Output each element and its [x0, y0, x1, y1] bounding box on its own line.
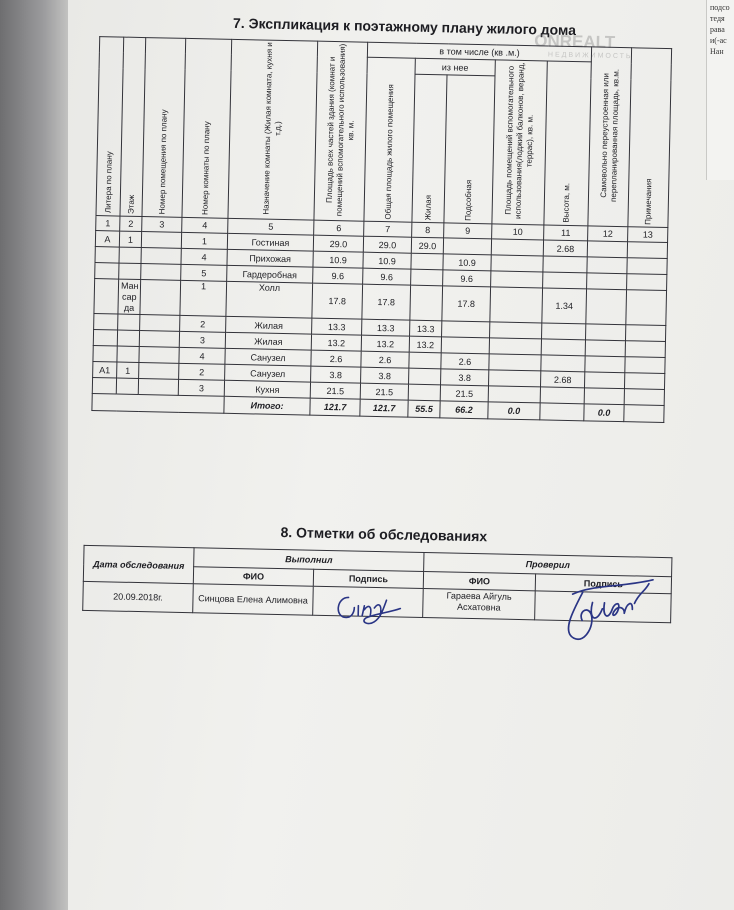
cell-floor	[119, 247, 141, 263]
cell-liter: А	[95, 231, 119, 247]
cell-unauth	[587, 241, 627, 258]
cell-unauth	[584, 388, 624, 405]
total-label: Итого:	[224, 396, 310, 415]
cell-room-no	[139, 362, 179, 379]
total-unauth: 0.0	[584, 404, 624, 422]
cell-room-no	[141, 232, 181, 249]
total-blank	[92, 394, 224, 414]
header-notes: Примечания	[628, 48, 672, 228]
col-num: 13	[628, 227, 668, 243]
cell-room-plan-no: 3	[178, 379, 224, 396]
cell-aux	[442, 321, 490, 338]
section-8-title: 8. Отметки об обследованиях	[280, 524, 488, 545]
cell-total: 13.3	[362, 319, 410, 336]
total-aux-premises: 0.0	[488, 402, 540, 420]
header-performed: Выполнил	[194, 548, 424, 572]
cell-height	[542, 323, 586, 340]
cell-room-name: Жилая	[226, 316, 312, 334]
header-room-plan-no: Номер комнаты по плану	[182, 38, 232, 218]
cell-total: 13.2	[361, 335, 409, 352]
cell-liter	[92, 378, 116, 394]
cell-room-no	[139, 331, 179, 348]
cell-aux: 3.8	[441, 369, 489, 386]
header-room-no: Номер помещения по плану	[142, 38, 186, 218]
cell-liter	[94, 314, 118, 330]
cell-aux	[441, 337, 489, 354]
cell-floor: 1	[119, 231, 141, 247]
cell-total: 2.6	[361, 351, 409, 368]
cell-unauth	[586, 324, 626, 341]
cell-room-name: Гардеробная	[227, 265, 313, 283]
header-floor: Этаж	[120, 37, 146, 216]
cell-room-plan-no: 5	[181, 264, 227, 281]
cell-unauth	[585, 340, 625, 357]
cell-area: 3.8	[311, 366, 361, 383]
binder-shadow	[0, 0, 72, 910]
cell-aux-premises	[489, 354, 541, 371]
cell-room-no	[139, 347, 179, 364]
col-num: 9	[444, 223, 492, 239]
cell-room-plan-no: 1	[180, 280, 227, 316]
header-liter: Литера по плану	[96, 37, 124, 216]
cell-room-no	[140, 315, 180, 332]
header-signature-performer: Подпись	[313, 569, 423, 588]
cell-living	[411, 253, 443, 270]
cell-unauth	[585, 372, 625, 389]
cell-liter	[93, 346, 117, 362]
cell-height	[543, 272, 587, 289]
cell-room-name: Санузел	[225, 348, 311, 366]
cell-notes	[625, 341, 665, 358]
cell-room-name: Прихожая	[227, 249, 313, 267]
cell-floor: Ман сар да	[118, 279, 141, 314]
col-num: 1	[96, 216, 120, 231]
cell-area: 13.3	[312, 318, 362, 335]
header-fio-performer: ФИО	[193, 567, 313, 587]
checker-name: Гараева Айгуль Асхатовна	[423, 589, 536, 620]
cell-aux-premises	[490, 322, 542, 339]
header-checked: Проверил	[424, 553, 672, 577]
header-height: Высота, м.	[544, 61, 591, 226]
cell-living: 13.2	[409, 336, 441, 353]
cell-height	[541, 339, 585, 356]
cell-liter	[95, 263, 119, 279]
cell-floor: 1	[117, 362, 139, 378]
cell-room-no	[138, 378, 178, 395]
cell-area: 9.6	[313, 267, 363, 284]
cell-aux-premises	[488, 386, 540, 403]
cell-floor	[118, 314, 140, 330]
cell-total: 17.8	[362, 284, 411, 320]
cell-notes	[627, 258, 667, 275]
cell-living	[408, 384, 440, 401]
header-aux-premises: Площадь помещений вспомогательного использования(лоджий балконов, веранд, террас), кв. м.	[492, 60, 547, 225]
section-7-title: 7. Экспликация к поэтажному плану жилого дома	[232, 14, 577, 39]
cell-area: 21.5	[310, 382, 360, 399]
cell-room-plan-no: 2	[179, 363, 225, 380]
cell-aux: 9.6	[443, 270, 491, 287]
cell-notes	[626, 290, 667, 326]
cell-floor	[117, 346, 139, 362]
cell-floor	[117, 330, 139, 346]
cell-height	[540, 387, 584, 404]
cell-room-plan-no: 4	[179, 347, 225, 364]
header-fio-checker: ФИО	[423, 572, 535, 591]
cell-aux: 17.8	[442, 286, 491, 322]
cell-room-plan-no: 4	[181, 248, 227, 265]
performer-name: Синцова Елена Алимовна	[193, 584, 314, 616]
cell-room-no	[141, 248, 181, 265]
header-date: Дата обследования	[83, 545, 194, 583]
col-num: 6	[314, 220, 364, 236]
header-area-total: Общая площадь жилого помещения	[364, 57, 415, 222]
col-num: 2	[120, 216, 142, 231]
cell-area: 13.2	[311, 334, 361, 351]
cell-living	[409, 368, 441, 385]
header-room-name: Назначение комнаты (Жилая комната, кухня и т.д.)	[228, 39, 318, 220]
col-num: 4	[182, 217, 228, 233]
cell-liter	[93, 330, 117, 346]
cell-aux-premises	[491, 239, 543, 256]
col-num: 3	[142, 217, 182, 233]
cell-height: 2.68	[540, 371, 584, 388]
total-aux: 66.2	[440, 401, 488, 419]
cell-area: 29.0	[313, 235, 363, 252]
cell-total: 9.6	[363, 268, 411, 285]
header-living: Жилая	[412, 74, 447, 222]
cell-notes	[626, 325, 666, 342]
cell-aux-premises	[491, 271, 543, 288]
col-num: 8	[412, 222, 444, 238]
col-num: 5	[228, 218, 314, 235]
header-signature-checker: Подпись	[535, 574, 671, 594]
cell-floor	[119, 263, 141, 279]
header-in-that: в том числе (кв .м.)	[367, 42, 591, 62]
total-living: 55.5	[408, 400, 440, 418]
cell-notes	[627, 274, 667, 291]
cell-unauth	[587, 273, 627, 290]
cell-living	[409, 352, 441, 369]
cell-notes	[627, 242, 667, 259]
cell-room-plan-no: 2	[180, 315, 226, 332]
cell-total: 3.8	[361, 367, 409, 384]
total-notes	[624, 405, 664, 423]
cell-height: 2.68	[543, 240, 587, 257]
header-area-all: Площадь всех частей здания (комнат и помещений вспомогательного использования) кв. м.	[314, 41, 368, 221]
cell-notes	[625, 373, 665, 390]
cell-living	[410, 285, 443, 321]
total-height	[540, 403, 584, 421]
adjacent-page-edge: подсо тедя рава и(-ас Нан	[706, 0, 734, 180]
watermark-tagline: НЕДВИЖИМОСТЬ	[547, 51, 633, 61]
watermark-brand: ONREALT	[534, 31, 616, 52]
col-num: 10	[492, 224, 544, 240]
cell-unauth	[585, 356, 625, 373]
cell-aux-premises	[489, 338, 541, 355]
cell-area: 17.8	[312, 283, 363, 319]
cell-floor	[116, 378, 138, 394]
cell-room-no	[140, 280, 181, 316]
cell-liter: А1	[93, 362, 117, 378]
cell-room-name: Холл	[226, 281, 313, 318]
header-unauthorized: Самовольно переустроенная или перепланированная площадь, кв.м.	[588, 47, 632, 227]
cell-living: 29.0	[411, 237, 443, 254]
document-sheet	[81, 0, 695, 672]
cell-unauth	[587, 257, 627, 274]
cell-room-name: Кухня	[224, 380, 310, 398]
inspection-date: 20.09.2018г.	[83, 581, 194, 612]
cell-height: 1.34	[542, 288, 587, 324]
col-num: 11	[544, 225, 588, 241]
cell-total: 21.5	[360, 383, 408, 400]
cell-height	[541, 355, 585, 372]
cell-aux-premises	[491, 255, 543, 272]
cell-room-plan-no: 3	[179, 331, 225, 348]
cell-notes	[625, 357, 665, 374]
cell-room-name: Санузел	[225, 364, 311, 382]
header-of-which: из нее	[415, 58, 495, 76]
total-total: 121.7	[360, 399, 408, 417]
cell-aux: 2.6	[441, 353, 489, 370]
cell-unauth	[586, 289, 627, 325]
col-num: 12	[588, 226, 628, 242]
cell-total: 10.9	[363, 252, 411, 269]
cell-aux-premises	[489, 370, 541, 387]
explication-table	[91, 36, 672, 423]
performer-signature	[330, 587, 411, 629]
cell-aux: 10.9	[443, 254, 491, 271]
header-auxiliary: Подсобная	[444, 75, 495, 224]
cell-liter	[95, 247, 119, 263]
cell-aux: 21.5	[440, 385, 488, 402]
cell-total: 29.0	[363, 236, 411, 253]
cell-room-name: Гостиная	[227, 233, 313, 251]
cell-room-no	[141, 264, 181, 281]
total-area: 121.7	[310, 398, 360, 416]
cell-area: 2.6	[311, 350, 361, 367]
cell-aux	[443, 238, 491, 255]
checker-signature	[551, 572, 663, 654]
cell-room-name: Жилая	[225, 332, 311, 350]
cell-liter	[94, 279, 119, 314]
cell-height	[543, 256, 587, 273]
cell-aux-premises	[490, 287, 543, 323]
cell-area: 10.9	[313, 251, 363, 268]
cell-room-plan-no: 1	[181, 232, 227, 249]
cell-notes	[624, 389, 664, 406]
cell-living: 13.3	[410, 320, 442, 337]
col-num: 7	[364, 221, 412, 237]
cell-living	[411, 269, 443, 286]
